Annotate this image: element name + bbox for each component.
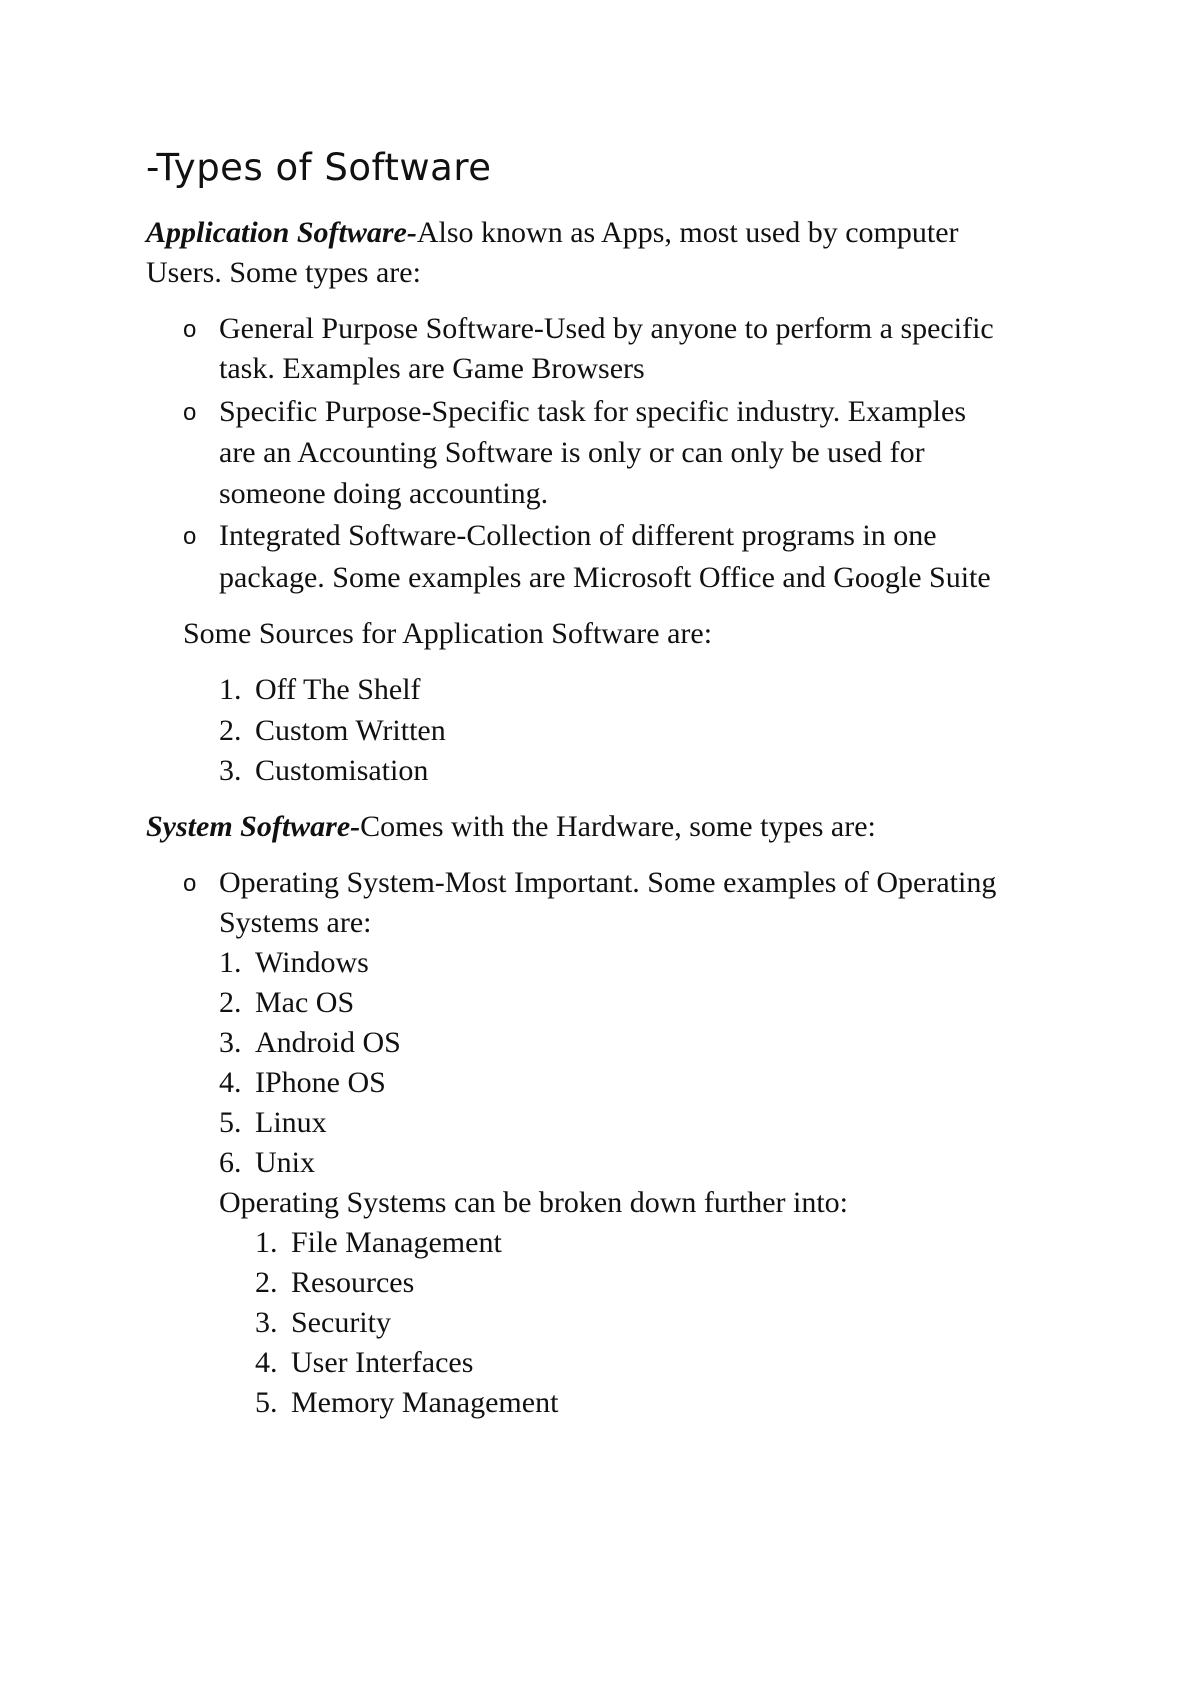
specific-purpose-line-2: are an Accounting Software is only or can only be used for: [219, 436, 925, 469]
application-intro-text: Also known as Apps, most used by computer: [416, 216, 959, 249]
document-title: -Types of Software: [146, 146, 492, 189]
breakdown-number: 1.: [255, 1226, 278, 1259]
system-intro-text: Comes with the Hardware, some types are:: [360, 810, 876, 843]
system-intro-line: [146, 807, 876, 847]
os-example-item: Windows: [255, 946, 369, 979]
breakdown-number: 3.: [255, 1306, 278, 1339]
source-item: Custom Written: [255, 714, 446, 747]
breakdown-number: 4.: [255, 1346, 278, 1379]
bullet-icon: o: [183, 399, 197, 426]
os-example-number: 2.: [219, 986, 242, 1019]
integrated-software-line-1: Integrated Software-Collection of different programs in one: [219, 519, 937, 552]
os-example-item: Unix: [255, 1146, 315, 1179]
os-example-item: Mac OS: [255, 986, 355, 1019]
breakdown-item: Memory Management: [291, 1386, 559, 1419]
os-example-number: 4.: [219, 1066, 242, 1099]
os-example-item: Android OS: [255, 1026, 401, 1059]
breakdown-number: 2.: [255, 1266, 278, 1299]
os-example-number: 6.: [219, 1146, 242, 1179]
os-example-item: Linux: [255, 1106, 327, 1139]
application-software-label: Application Software-: [146, 216, 417, 249]
sources-heading: Some Sources for Application Software are:: [183, 617, 713, 650]
operating-system-line-2: Systems are:: [219, 906, 372, 939]
application-intro-line-1: [146, 213, 959, 253]
breakdown-item: Resources: [291, 1266, 415, 1299]
os-example-number: 3.: [219, 1026, 242, 1059]
source-item: Customisation: [255, 754, 429, 787]
breakdown-item: Security: [291, 1306, 391, 1339]
specific-purpose-line-1: Specific Purpose-Specific task for specific industry. Examples: [219, 395, 967, 428]
bullet-icon: o: [183, 316, 197, 343]
os-example-number: 5.: [219, 1106, 242, 1139]
breakdown-item: User Interfaces: [291, 1346, 474, 1379]
breakdown-number: 5.: [255, 1386, 278, 1419]
source-number: 3.: [219, 754, 242, 787]
source-number: 2.: [219, 714, 242, 747]
bullet-icon: o: [183, 870, 197, 897]
application-intro-line-2: Users. Some types are:: [146, 256, 421, 289]
integrated-software-line-2: package. Some examples are Microsoft Office and Google Suite: [219, 561, 991, 594]
system-software-label: System Software-: [146, 810, 361, 843]
general-purpose-line-1: General Purpose Software-Used by anyone to perform a specific: [219, 312, 994, 345]
os-example-item: IPhone OS: [255, 1066, 386, 1099]
bullet-icon: o: [183, 523, 197, 550]
breakdown-item: File Management: [291, 1226, 502, 1259]
specific-purpose-line-3: someone doing accounting.: [219, 477, 549, 510]
general-purpose-line-2: task. Examples are Game Browsers: [219, 352, 645, 385]
source-item: Off The Shelf: [255, 673, 421, 706]
breakdown-heading: Operating Systems can be broken down further into:: [219, 1186, 849, 1219]
os-example-number: 1.: [219, 946, 242, 979]
operating-system-line-1: Operating System-Most Important. Some examples of Operating: [219, 866, 997, 899]
source-number: 1.: [219, 673, 242, 706]
